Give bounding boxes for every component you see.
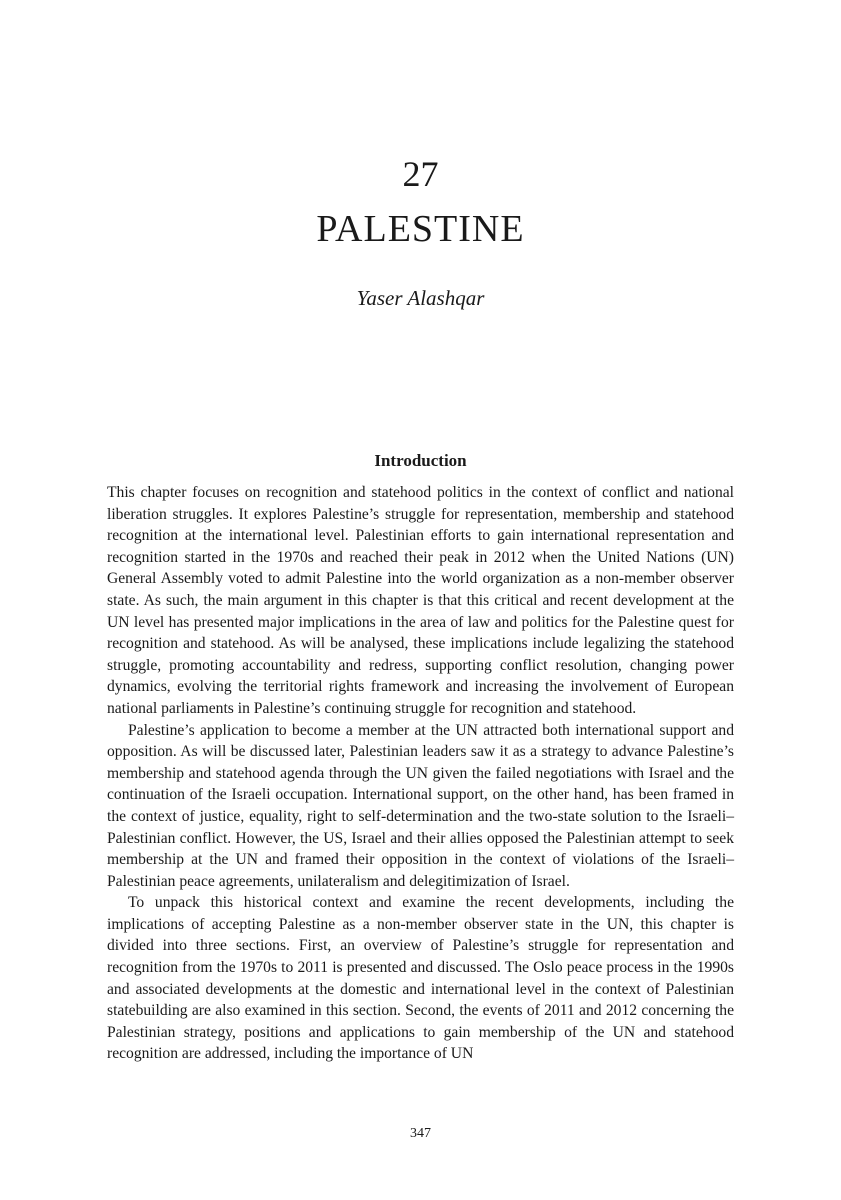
paragraph-1: This chapter focuses on recognition and statehood politics in the context of conflict and national liberation struggles. It explores Palestine’s struggle for representation, membership and statehood recognition at the international level. Palestinian efforts to gain international representation and recognition started in the 1970s and reached their peak in 2012 when the United Nations (UN) General Assembly voted to admit Palestine into the world organization as a non-member observer state. As such, the main argument in this chapter is that this critical and recent development at the UN level has presented major implications in the area of law and politics for the Palestine quest for recognition and statehood. As will be analysed, these implications include legalizing the statehood struggle, promoting accountability and redress, supporting conflict resolution, changing power dynamics, evolving the territorial rights framework and increasing the involvement of European national parliaments in Palestine’s continuing struggle for recognition and statehood. <box>107 484 734 717</box>
chapter-author: Yaser Alashqar <box>356 286 485 310</box>
section-heading: Introduction <box>374 451 467 470</box>
page-number: 347 <box>410 1126 431 1141</box>
paragraph-3: To unpack this historical context and examine the recent developments, including the implications of accepting Palestine as a non-member observer state in the UN, this chapter is divided into three sections. First, an overview of Palestine’s struggle for representation and recognition from the 1970s to 2011 is presented and discussed. The Oslo peace process in the 1990s and associated developments at the domestic and international level in the context of Palestinian statebuilding are also examined in this section. Second, the events of 2011 and 2012 concerning the Palestinian strategy, positions and applications to gain membership of the UN and statehood recognition are addressed, including the importance of UN <box>107 894 734 1063</box>
paragraph-2: Palestine’s application to become a member at the UN attracted both international support and opposition. As will be discussed later, Palestinian leaders saw it as a strategy to advance Palestine’s membership and statehood agenda through the UN given the failed negotiations with Israel and the continuation of the Israeli occupation. International support, on the other hand, has been framed in the context of justice, equality, right to self-determination and the two-state solution to the Israeli–Palestinian conflict. However, the US, Israel and their allies opposed the Palestinian attempt to seek membership at the UN and framed their opposition in the context of violations of the Israeli–Palestinian peace agreements, unilateralism and delegitimization of Israel. <box>107 721 734 890</box>
chapter-number: 27 <box>402 154 439 194</box>
body-text <box>107 482 734 1065</box>
chapter-title: PALESTINE <box>316 208 525 250</box>
